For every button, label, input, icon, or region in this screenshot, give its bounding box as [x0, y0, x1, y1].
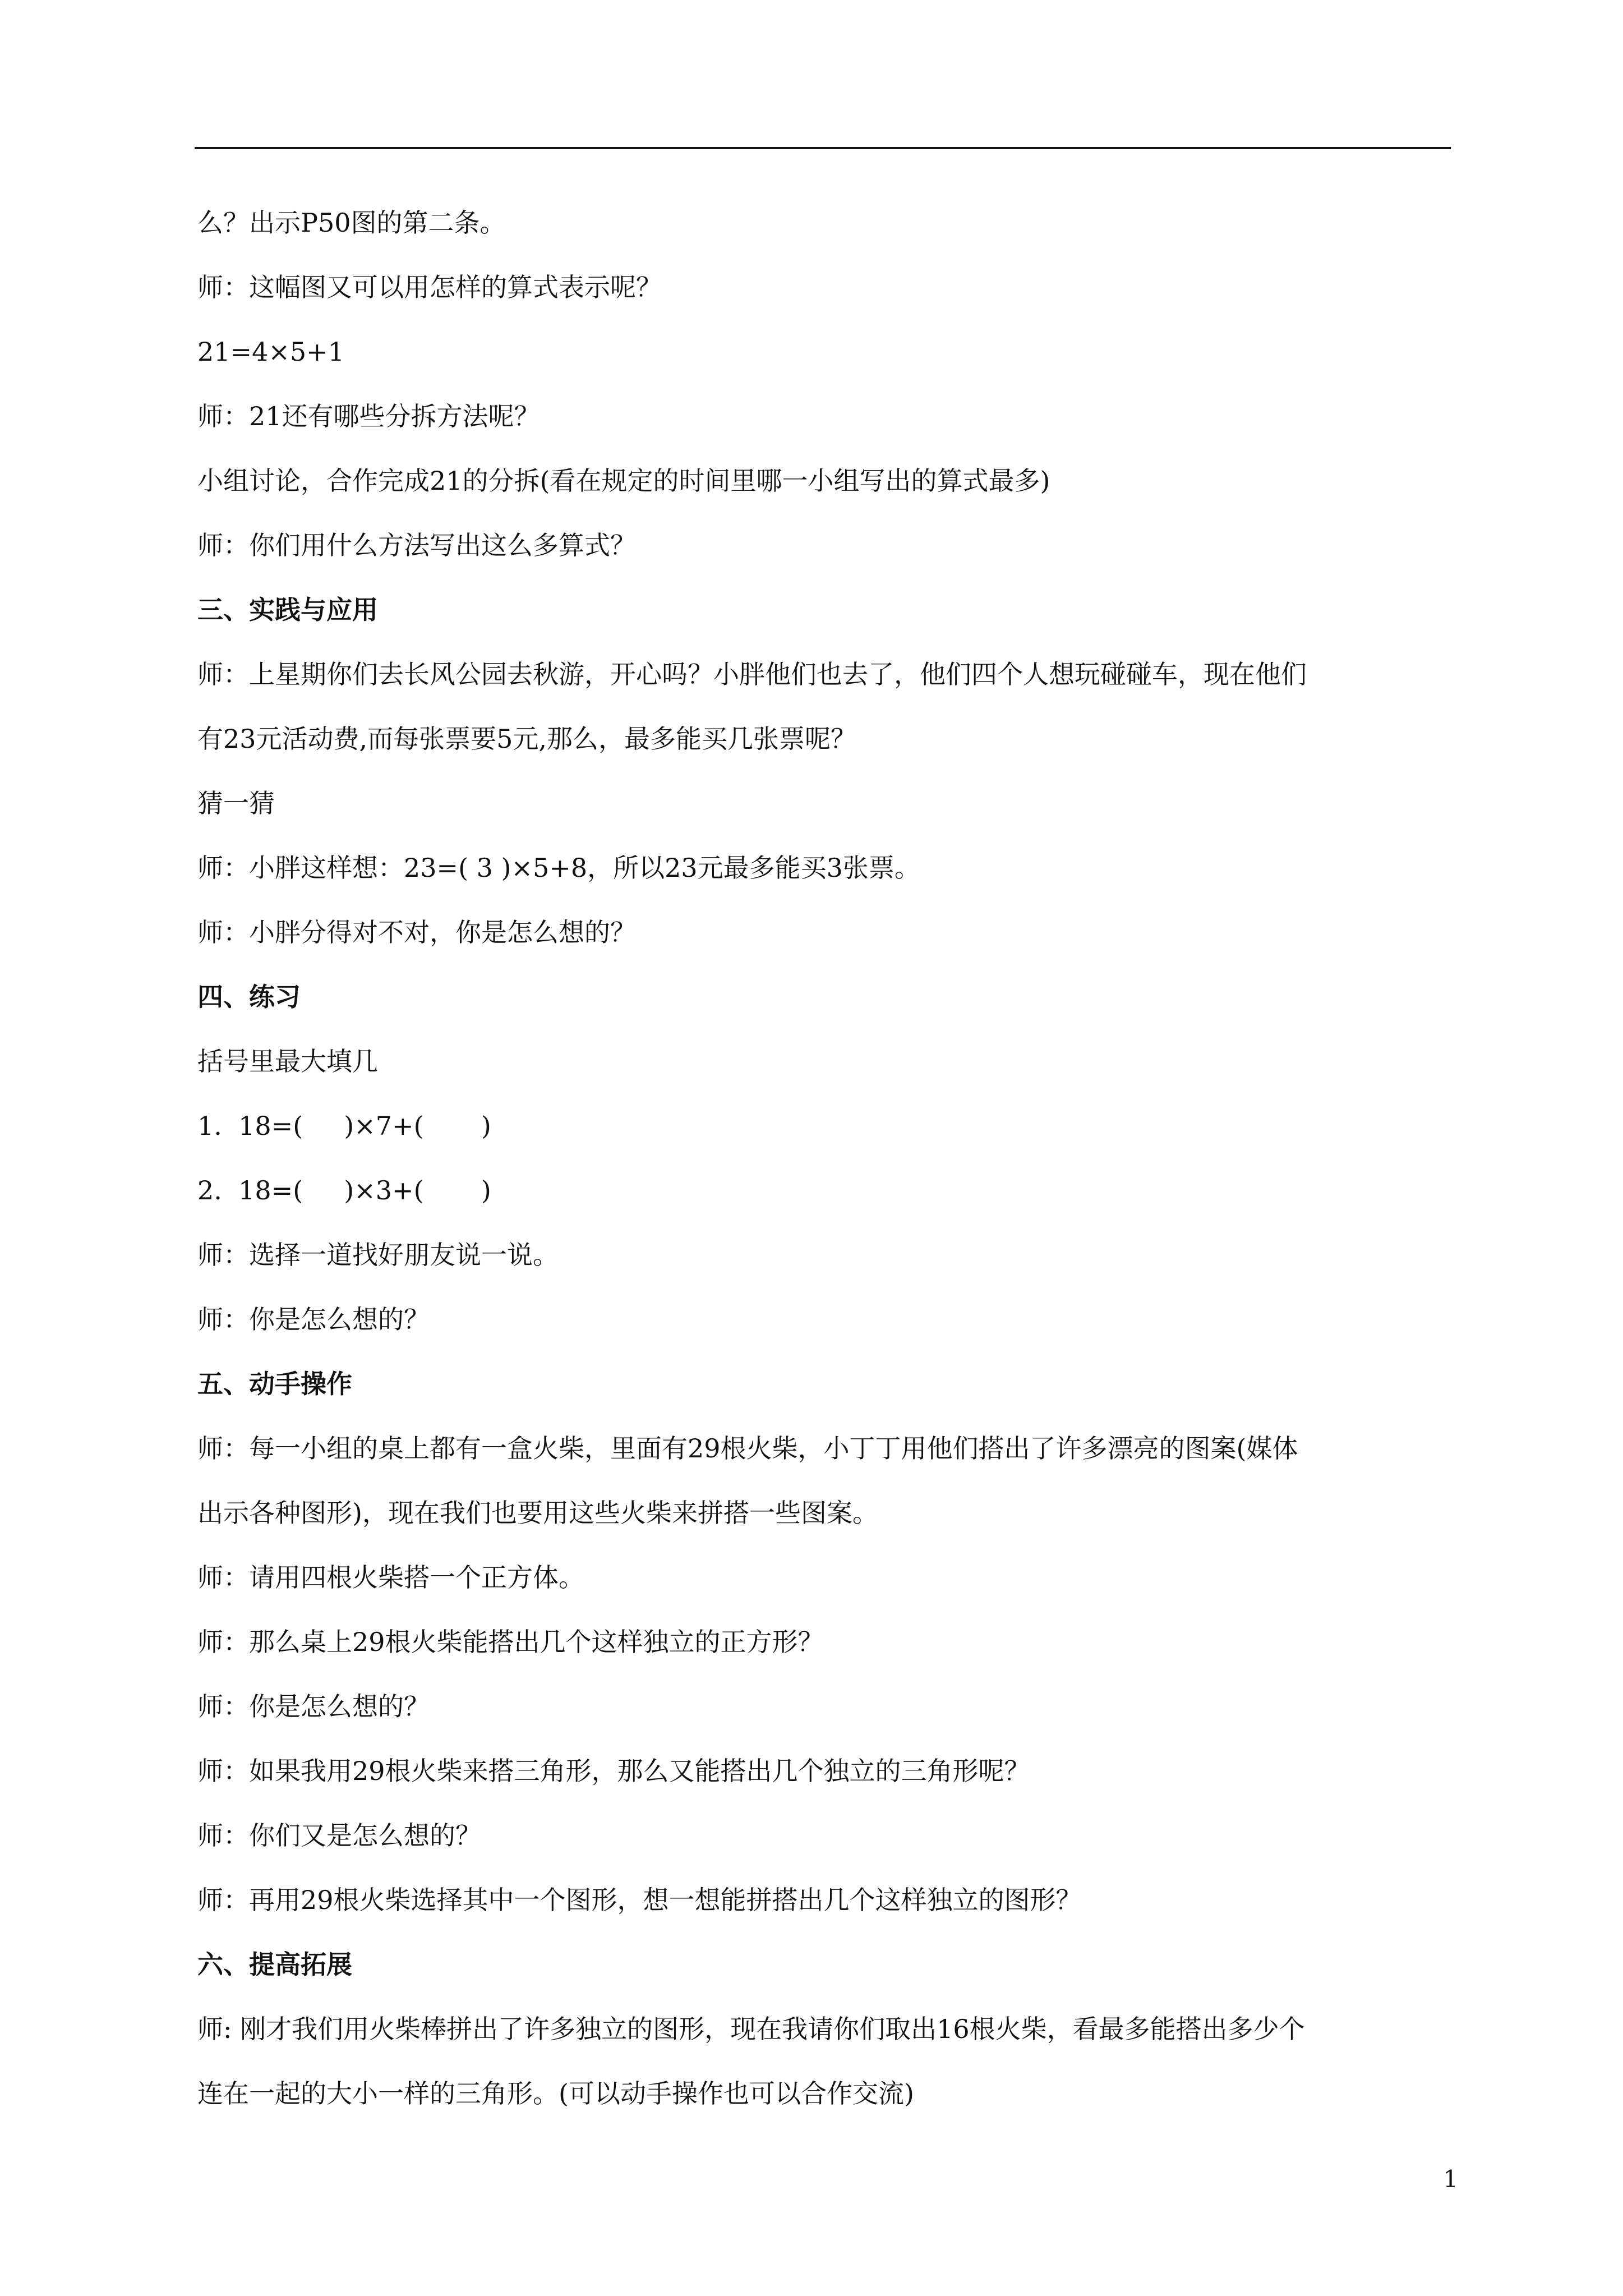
- text-line: 师：选择一道找好朋友说一说。: [197, 1240, 559, 1270]
- section-heading: 六、提高拓展: [197, 1949, 352, 1980]
- exercise-item: 2. 18=( )×3+( ): [197, 1175, 491, 1205]
- section-heading: 三、实践与应用: [197, 595, 378, 625]
- exercise-item: 1. 18=( )×7+( ): [197, 1111, 491, 1141]
- text-line: 师：小胖这样想：23=( 3 )×5+8，所以23元最多能买3张票。: [197, 853, 920, 883]
- text-line: 出示各种图形)，现在我们也要用这些火柴来拼搭一些图案。: [197, 1498, 878, 1528]
- text-line: 师：你是怎么想的？: [197, 1691, 430, 1722]
- text-line: 有23元活动费,而每张票要5元,那么，最多能买几张票呢？: [197, 724, 857, 754]
- text-line: 师：你是怎么想的？: [197, 1304, 430, 1335]
- text-line: 括号里最大填几: [197, 1046, 378, 1076]
- text-line: 猜一猜: [197, 788, 275, 818]
- header-rule: [195, 147, 1451, 149]
- text-line: 师: 刚才我们用火柴棒拼出了许多独立的图形，现在我请你们取出16根火柴，看最多能搭出多少个: [197, 2014, 1305, 2044]
- text-line: 师：你们用什么方法写出这么多算式？: [197, 530, 636, 560]
- page-number: 1: [1443, 2165, 1458, 2193]
- text-line: 师：请用四根火柴搭一个正方体。: [197, 1562, 584, 1593]
- section-heading: 四、练习: [197, 982, 301, 1012]
- text-line: 21=4×5+1: [197, 337, 344, 367]
- text-line: 师：再用29根火柴选择其中一个图形，想一想能拼搭出几个这样独立的图形？: [197, 1885, 1082, 1915]
- text-line: 师：那么桌上29根火柴能搭出几个这样独立的正方形？: [197, 1627, 824, 1657]
- section-heading: 五、动手操作: [197, 1369, 352, 1399]
- text-line: 师：如果我用29根火柴来搭三角形，那么又能搭出几个独立的三角形呢？: [197, 1756, 1030, 1786]
- text-line: 师：你们又是怎么想的？: [197, 1820, 481, 1851]
- text-line: 么？出示P50图的第二条。: [197, 208, 506, 238]
- text-line: 师：21还有哪些分拆方法呢？: [197, 401, 540, 431]
- text-line: 师：小胖分得对不对，你是怎么想的？: [197, 917, 636, 947]
- text-line: 师：这幅图又可以用怎样的算式表示呢？: [197, 272, 662, 302]
- text-line: 小组讨论，合作完成21的分拆(看在规定的时间里哪一小组写出的算式最多): [197, 466, 1050, 496]
- text-line: 连在一起的大小一样的三角形。(可以动手操作也可以合作交流): [197, 2078, 914, 2109]
- document-body: [197, 205, 1451, 2140]
- text-line: 师：上星期你们去长风公园去秋游，开心吗？小胖他们也去了，他们四个人想玩碰碰车，现在他们: [197, 659, 1307, 689]
- text-line: 师：每一小组的桌上都有一盒火柴，里面有29根火柴，小丁丁用他们搭出了许多漂亮的图案(媒体: [197, 1433, 1298, 1464]
